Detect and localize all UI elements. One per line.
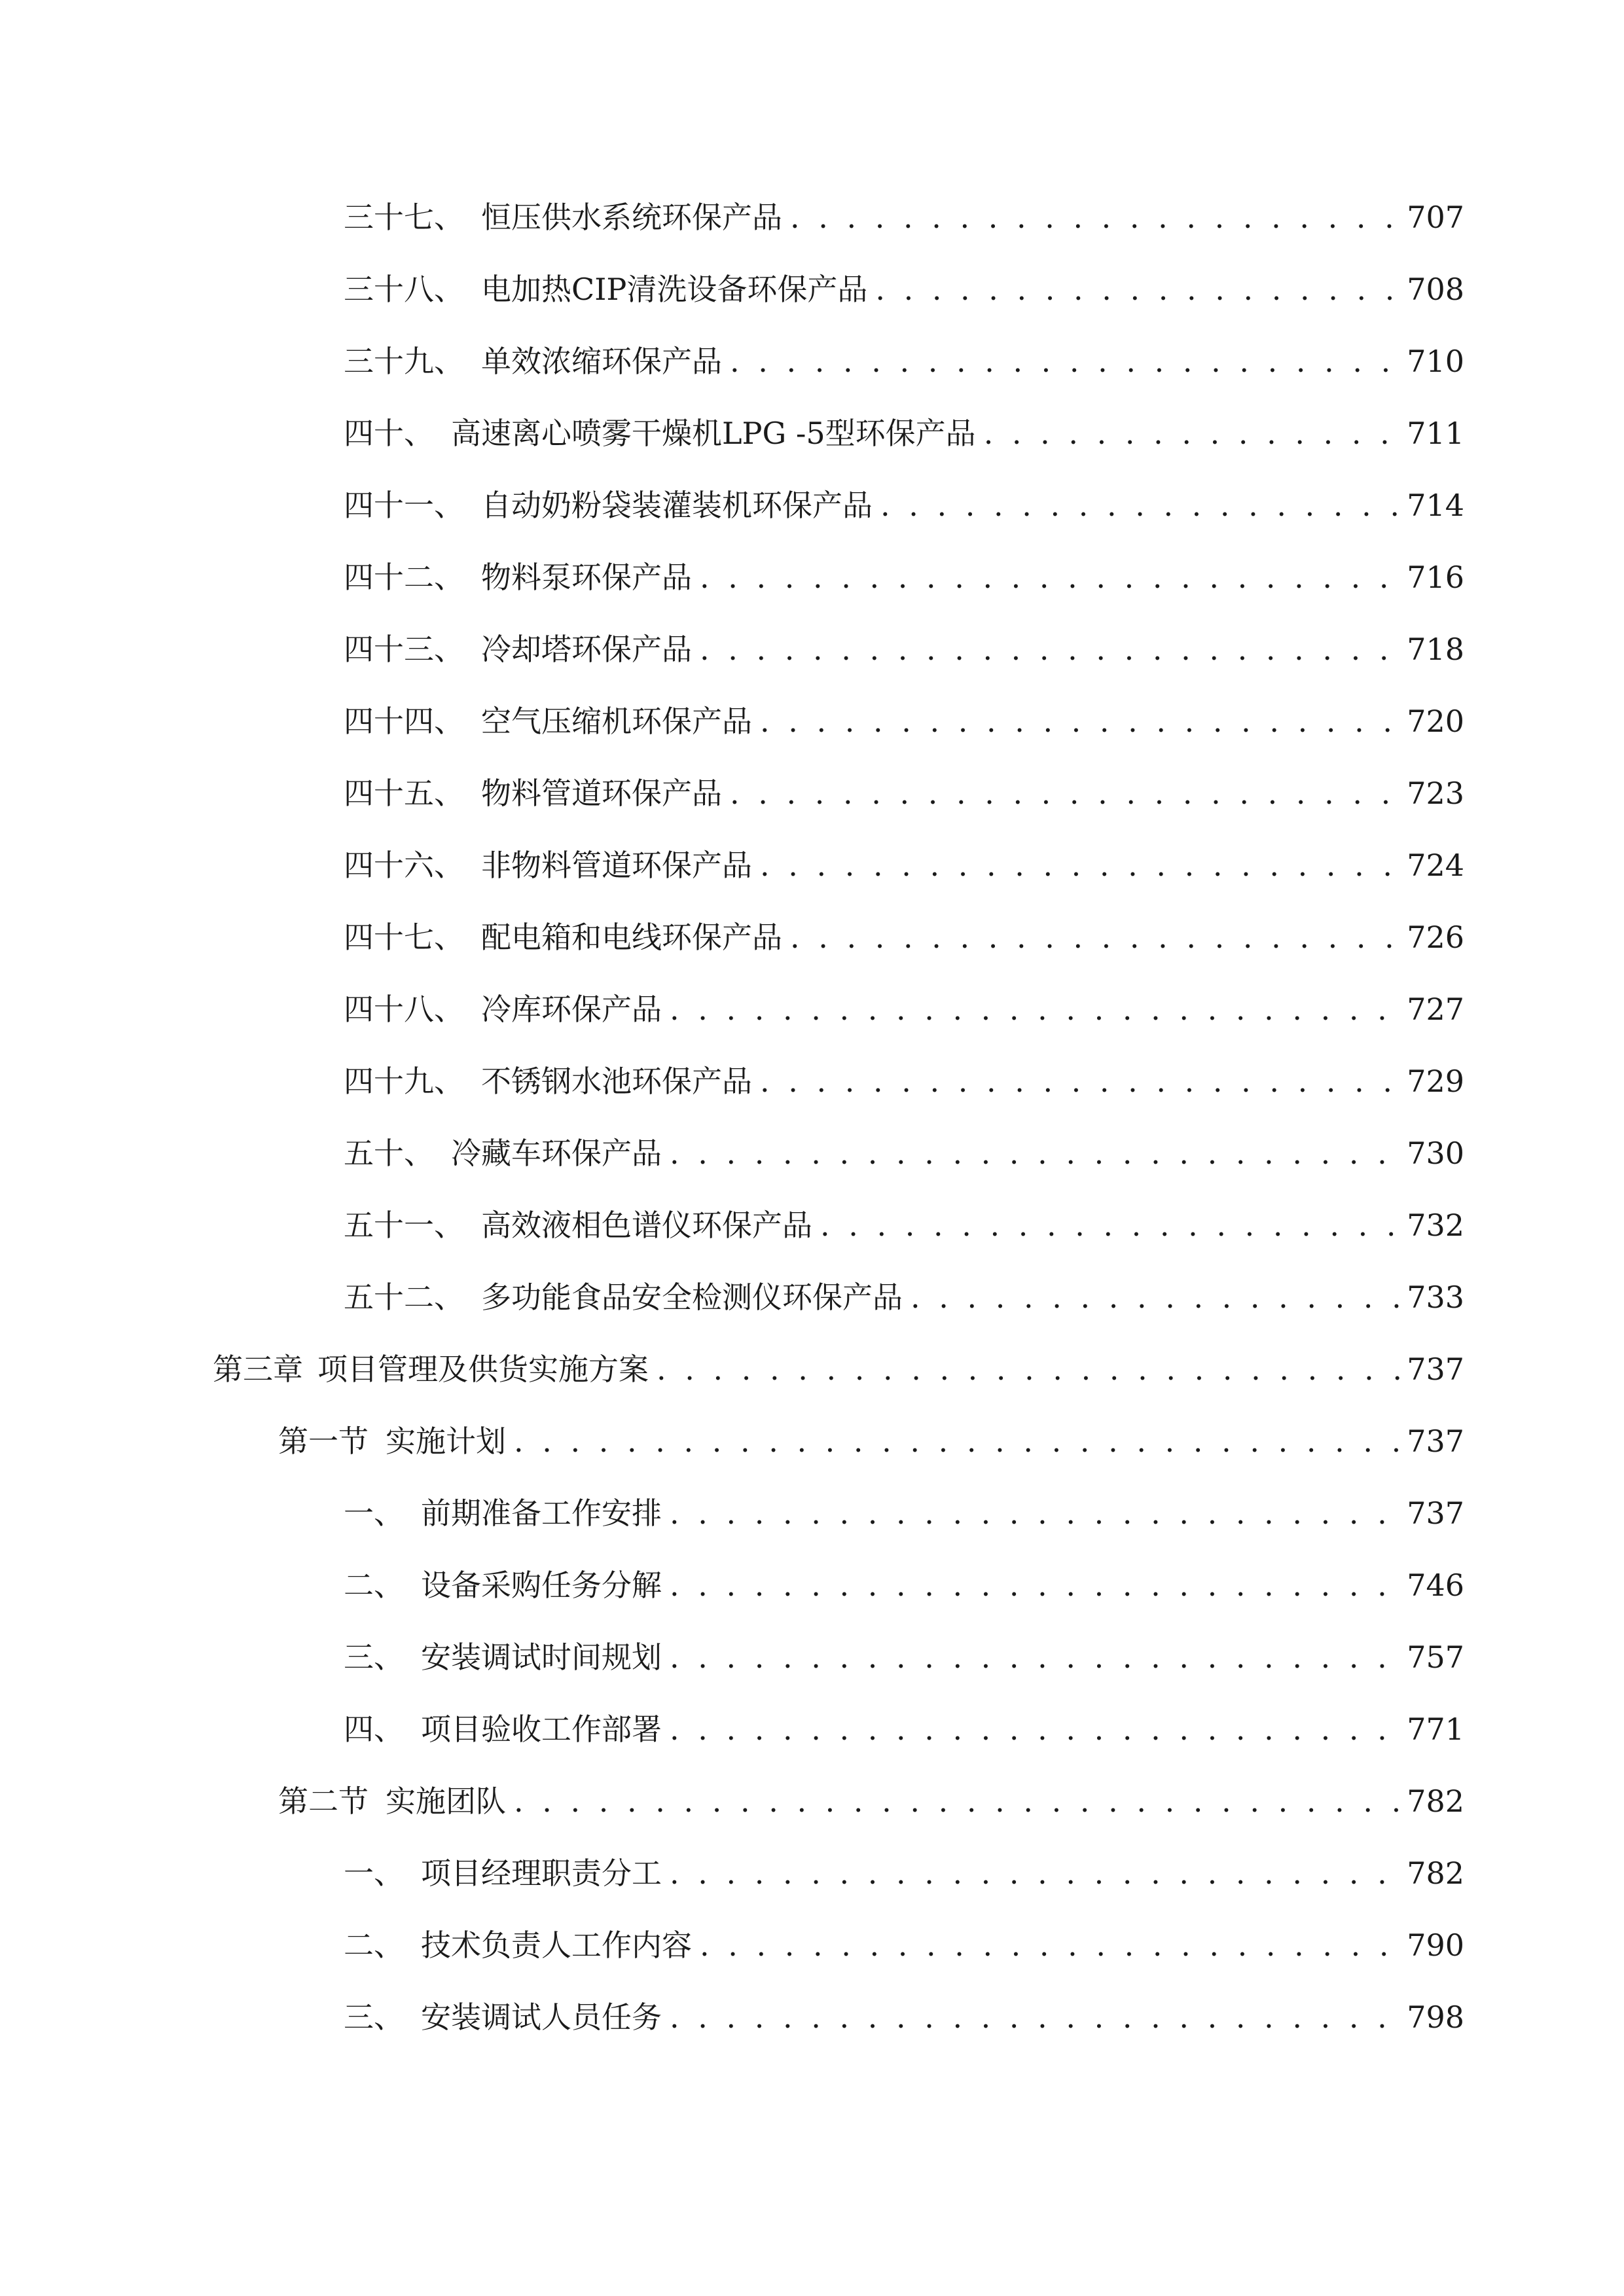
toc-entry[interactable] [344, 1703, 1464, 1755]
toc-entry[interactable] [344, 623, 1464, 675]
toc-dot-leader [657, 1343, 1400, 1395]
toc-entry-page: 724 [1407, 848, 1464, 883]
toc-entry-title: 恒压供水系统环保产品 [481, 200, 782, 235]
toc-entry-page: 711 [1407, 416, 1464, 451]
toc-entry-number: 二、 [344, 1928, 404, 1963]
toc-entry-page: 726 [1407, 920, 1464, 955]
toc-entry[interactable] [344, 1127, 1464, 1179]
toc-dot-leader [790, 191, 1400, 243]
toc-entry-title: 冷却塔环保产品 [481, 632, 692, 667]
toc-entry-page: 757 [1407, 1640, 1464, 1675]
toc-entry[interactable] [344, 335, 1464, 387]
toc-dot-leader [790, 911, 1400, 963]
toc-entry-number: 四、 [344, 1712, 404, 1747]
toc-entry-page: 710 [1407, 344, 1464, 379]
toc-entry-page: 723 [1407, 776, 1464, 811]
toc-entry[interactable] [344, 479, 1464, 531]
toc-entry-page: 708 [1407, 272, 1464, 307]
toc-dot-leader [880, 479, 1400, 531]
toc-entry[interactable] [344, 695, 1464, 747]
toc-entry-page: 771 [1407, 1712, 1464, 1747]
toc-entry-title: 实施计划 [386, 1424, 506, 1459]
toc-entry-number: 三、 [344, 1640, 404, 1675]
toc-entry[interactable] [344, 1055, 1464, 1107]
toc-entry-number: 四十九、 [344, 1064, 464, 1099]
toc-entry-number: 三十七、 [344, 200, 464, 235]
toc-entry-title: 空气压缩机环保产品 [481, 704, 752, 739]
toc-entry-number: 四十三、 [344, 632, 464, 667]
toc-dot-leader [670, 1703, 1400, 1755]
toc-entry-page: 718 [1407, 632, 1464, 667]
toc-entry-title: 多功能食品安全检测仪环保产品 [481, 1280, 903, 1315]
toc-entry[interactable] [344, 1199, 1464, 1251]
toc-dot-leader [700, 551, 1400, 603]
toc-dot-leader [670, 1991, 1400, 2043]
toc-entry-number: 第三章 [213, 1352, 303, 1387]
toc-entry-page: 733 [1407, 1280, 1464, 1315]
toc-entry-number: 四十、 [344, 416, 434, 451]
toc-entry-number: 第二节 [278, 1784, 369, 1819]
toc-entry-number: 三十八、 [344, 272, 464, 307]
toc-dot-leader [670, 1847, 1400, 1899]
toc-entry-page: 716 [1407, 560, 1464, 595]
toc-entry-page: 707 [1407, 200, 1464, 235]
toc-entry[interactable] [344, 983, 1464, 1035]
toc-dot-leader [760, 695, 1400, 747]
toc-entry[interactable] [344, 1271, 1464, 1323]
toc-entry-title: 自动奶粉袋装灌装机环保产品 [481, 488, 873, 523]
toc-entry-number: 四十二、 [344, 560, 464, 595]
toc-entry-title: 设备采购任务分解 [421, 1568, 662, 1603]
toc-entry-number: 三十九、 [344, 344, 464, 379]
toc-entry-title: 高速离心喷雾干燥机LPG -5型环保产品 [451, 416, 976, 451]
toc-dot-leader [670, 1559, 1400, 1611]
toc-entry-number: 三、 [344, 2000, 404, 2035]
toc-entry-page: 732 [1407, 1208, 1464, 1243]
toc-entry-page: 729 [1407, 1064, 1464, 1099]
toc-entry[interactable] [344, 1847, 1464, 1899]
toc-entry-title: 单效浓缩环保产品 [481, 344, 722, 379]
toc-entry-number: 五十一、 [344, 1208, 464, 1243]
toc-dot-leader [670, 1631, 1400, 1683]
toc-entry-title: 冷库环保产品 [481, 992, 662, 1027]
toc-entry-title: 安装调试人员任务 [421, 2000, 662, 2035]
toc-entry-number: 四十八、 [344, 992, 464, 1027]
toc-entry-number: 一、 [344, 1856, 404, 1891]
toc-dot-leader [911, 1271, 1400, 1323]
toc-entry-number: 第一节 [278, 1424, 369, 1459]
toc-entry-page: 730 [1407, 1136, 1464, 1171]
toc-entry-page: 737 [1407, 1496, 1464, 1531]
toc-entry-title: 实施团队 [386, 1784, 506, 1819]
toc-dot-leader [670, 983, 1400, 1035]
toc-entry-title: 前期准备工作安排 [421, 1496, 662, 1531]
toc-dot-leader [984, 407, 1401, 459]
toc-entry-number: 四十四、 [344, 704, 464, 739]
toc-entry-number: 五十、 [344, 1136, 434, 1171]
toc-entry-page: 782 [1407, 1856, 1464, 1891]
toc-entry-number: 一、 [344, 1496, 404, 1531]
toc-entry-page: 737 [1407, 1352, 1464, 1387]
toc-entry-title: 冷藏车环保产品 [451, 1136, 662, 1171]
toc-entry-title: 项目管理及供货实施方案 [317, 1352, 649, 1387]
toc-entry-title: 电加热CIP清洗设备环保产品 [481, 272, 868, 307]
toc-entry-number: 二、 [344, 1568, 404, 1603]
toc-entry-title: 安装调试时间规划 [421, 1640, 662, 1675]
toc-entry-page: 714 [1407, 488, 1464, 523]
toc-entry-title: 高效液相色谱仪环保产品 [481, 1208, 812, 1243]
toc-entry[interactable] [344, 1991, 1464, 2043]
toc-entry-number: 五十二、 [344, 1280, 464, 1315]
toc-entry-title: 配电箱和电线环保产品 [481, 920, 782, 955]
toc-entry-page: 720 [1407, 704, 1464, 739]
toc-entry-page: 727 [1407, 992, 1464, 1027]
toc-entry-title: 物料泵环保产品 [481, 560, 692, 595]
toc-section-entry[interactable] [278, 1775, 1464, 1827]
toc-entry[interactable] [344, 551, 1464, 603]
toc-entry[interactable] [344, 767, 1464, 819]
toc-entry[interactable] [344, 263, 1464, 315]
toc-dot-leader [700, 623, 1400, 675]
toc-entry-page: 790 [1407, 1928, 1464, 1963]
toc-entry-page: 782 [1407, 1784, 1464, 1819]
toc-entry-number: 四十五、 [344, 776, 464, 811]
toc-entry-title: 不锈钢水池环保产品 [481, 1064, 752, 1099]
toc-entry-number: 四十七、 [344, 920, 464, 955]
toc-dot-leader [700, 1919, 1400, 1971]
toc-entry[interactable] [344, 407, 1464, 459]
toc-entry[interactable] [344, 191, 1464, 243]
toc-entry-title: 非物料管道环保产品 [481, 848, 752, 883]
toc-dot-leader [670, 1487, 1400, 1539]
toc-dot-leader [730, 335, 1400, 387]
toc-chapter-entry[interactable] [213, 1343, 1464, 1395]
toc-entry-page: 798 [1407, 2000, 1464, 2035]
toc-entry[interactable] [344, 839, 1464, 891]
toc-dot-leader [514, 1415, 1400, 1467]
toc-entry[interactable] [344, 1487, 1464, 1539]
toc-dot-leader [875, 263, 1400, 315]
toc-entry[interactable] [344, 1631, 1464, 1683]
toc-dot-leader [514, 1775, 1400, 1827]
toc-dot-leader [670, 1127, 1400, 1179]
toc-dot-leader [760, 839, 1400, 891]
toc-entry-title: 技术负责人工作内容 [421, 1928, 692, 1963]
toc-section-entry[interactable] [278, 1415, 1464, 1467]
toc-entry-number: 四十一、 [344, 488, 464, 523]
toc-entry[interactable] [344, 911, 1464, 963]
toc-entry[interactable] [344, 1559, 1464, 1611]
toc-entry-page: 737 [1407, 1424, 1464, 1459]
toc-entry-number: 四十六、 [344, 848, 464, 883]
toc-dot-leader [760, 1055, 1400, 1107]
toc-entry-title: 物料管道环保产品 [481, 776, 722, 811]
toc-dot-leader [730, 767, 1400, 819]
toc-entry[interactable] [344, 1919, 1464, 1971]
toc-entry-title: 项目经理职责分工 [421, 1856, 662, 1891]
toc-dot-leader [820, 1199, 1400, 1251]
toc-entry-page: 746 [1407, 1568, 1464, 1603]
toc-entry-title: 项目验收工作部署 [421, 1712, 662, 1747]
